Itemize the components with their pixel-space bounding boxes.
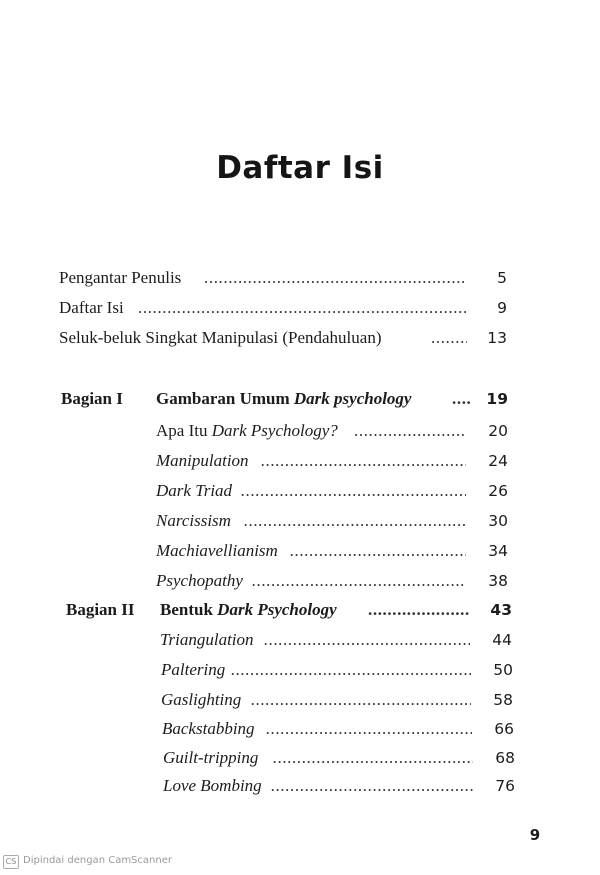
dot-leader: [261, 448, 466, 474]
dot-leader: [244, 508, 466, 534]
dot-leader: [204, 265, 466, 291]
toc-entry-page: 9: [497, 299, 507, 317]
toc-entry-title: Guilt-tripping: [163, 748, 259, 767]
toc-entry-title: Daftar Isi: [59, 298, 124, 317]
toc-entry-page: 30: [488, 512, 508, 530]
toc-entry-page: 5: [497, 269, 507, 287]
toc-entry-page: 68: [495, 749, 515, 767]
toc-entry-page: 44: [492, 631, 512, 649]
page-title: Daftar Isi: [216, 150, 384, 186]
toc-entry-title: Apa Itu Dark Psychology?: [156, 421, 338, 440]
dot-leader: [273, 745, 473, 771]
watermark-text: Dipindai dengan CamScanner: [23, 855, 172, 866]
toc-entry-page: 20: [488, 422, 508, 440]
toc-entry[interactable]: [162, 716, 514, 742]
toc-entry-title: Gaslighting: [161, 690, 242, 709]
dot-leader: [251, 687, 471, 713]
toc-entry-page: 76: [495, 777, 515, 795]
toc-entry-page: 58: [493, 691, 513, 709]
part-heading[interactable]: [160, 597, 512, 623]
page-number: 9: [529, 826, 541, 844]
toc-entry[interactable]: [59, 265, 507, 291]
toc-entry[interactable]: [156, 508, 508, 534]
part-page: 19: [486, 390, 508, 408]
part-page: 43: [490, 601, 512, 619]
toc-entry-title: Backstabbing: [162, 719, 255, 738]
toc-entry[interactable]: [156, 448, 508, 474]
toc-entry-title: Narcissism: [156, 511, 231, 530]
dot-leader: [354, 418, 466, 444]
part-title: Bentuk Dark Psychology: [160, 600, 337, 619]
toc-entry-page: 34: [488, 542, 508, 560]
dot-leader: [252, 568, 466, 594]
toc-entry-page: 26: [488, 482, 508, 500]
dot-leader: [290, 538, 466, 564]
dot-leader: [271, 773, 473, 799]
toc-entry-title: Dark Triad: [156, 481, 233, 500]
dot-leader: [231, 657, 471, 683]
toc-entry[interactable]: [156, 568, 508, 594]
toc-entry-title: Paltering: [161, 660, 226, 679]
toc-entry-title: Psychopathy: [156, 571, 243, 590]
part-title: Gambaran Umum Dark psychology: [156, 389, 412, 408]
toc-entry-page: 66: [494, 720, 514, 738]
toc-entry-title: Machiavellianism: [156, 541, 278, 560]
camscanner-icon: CS: [3, 855, 19, 869]
toc-entry-title: Triangulation: [160, 630, 254, 649]
toc-entry-page: 13: [487, 329, 507, 347]
part-label: Bagian I: [61, 389, 123, 408]
toc-entry[interactable]: [156, 538, 508, 564]
toc-entry-title: Manipulation: [156, 451, 249, 470]
dot-leader: [264, 627, 470, 653]
dot-leader: [368, 597, 470, 623]
dot-leader: [266, 716, 472, 742]
toc-entry-page: 38: [488, 572, 508, 590]
scanner-watermark: [0, 851, 600, 873]
toc-entry-title: Pengantar Penulis: [59, 268, 182, 287]
toc-entry-title: Love Bombing: [163, 776, 262, 795]
toc-entry[interactable]: [163, 773, 515, 799]
toc-entry[interactable]: [160, 627, 512, 653]
dot-leader: [241, 478, 466, 504]
part-heading[interactable]: [156, 386, 508, 412]
dot-leader: [431, 325, 467, 351]
toc-entry[interactable]: [156, 478, 508, 504]
toc-entry[interactable]: [163, 745, 515, 771]
toc-entry-page: 24: [488, 452, 508, 470]
toc-entry[interactable]: [59, 295, 507, 321]
toc-entry-page: 50: [493, 661, 513, 679]
toc-entry-title: Seluk-beluk Singkat Manipulasi (Pendahuluan): [59, 328, 382, 347]
dot-leader: [138, 295, 466, 321]
toc-entry[interactable]: [161, 687, 513, 713]
toc-entry[interactable]: [156, 418, 508, 444]
toc-entry[interactable]: [59, 325, 507, 351]
toc-entry[interactable]: [161, 657, 513, 683]
part-label: Bagian II: [66, 600, 135, 619]
